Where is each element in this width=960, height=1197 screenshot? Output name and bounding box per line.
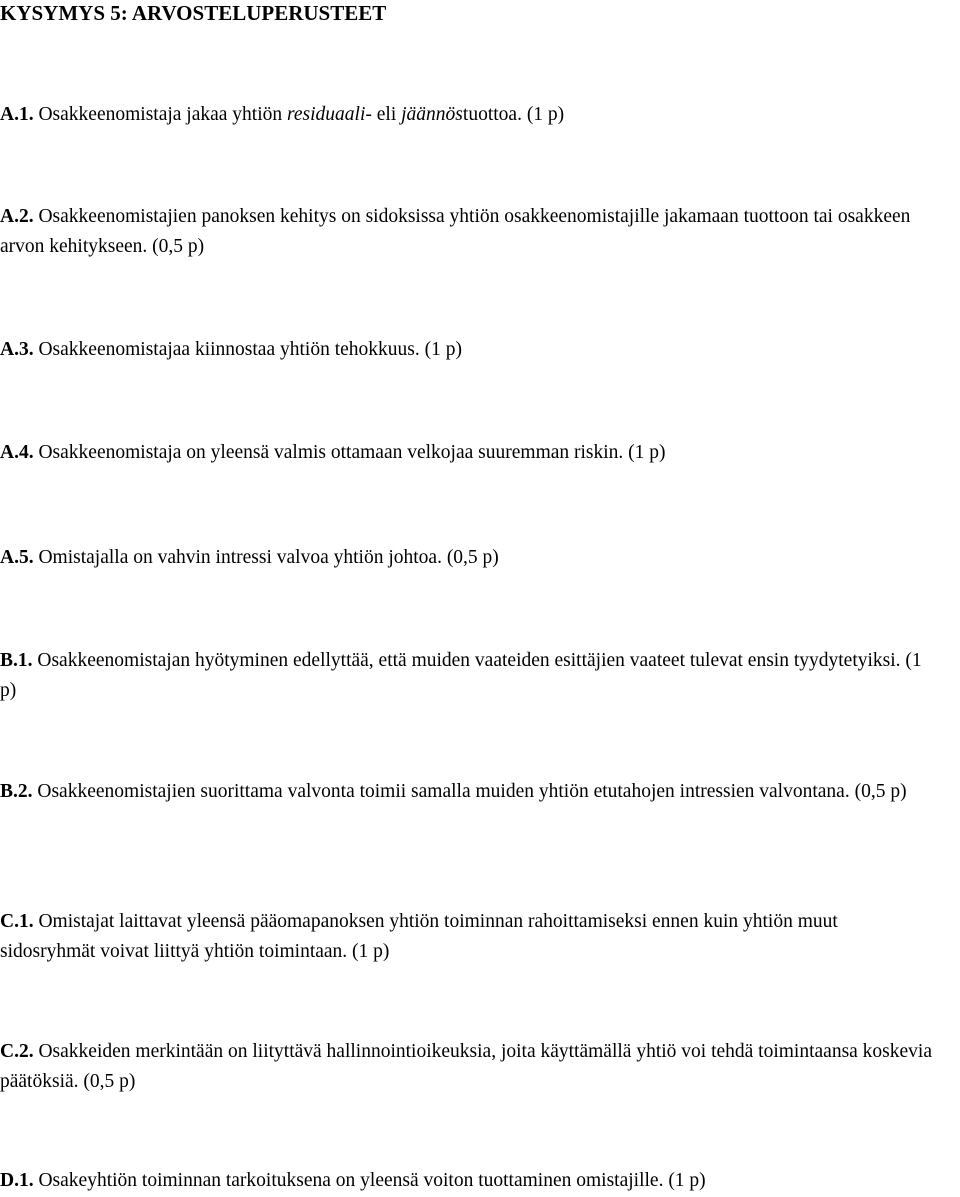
criterion-a3: [0, 335, 935, 365]
criterion-text: tuottoa. (1 p): [462, 104, 565, 125]
criterion-d1: [0, 1166, 935, 1196]
criterion-code: A.5.: [0, 547, 34, 568]
criterion-code: A.1.: [0, 104, 34, 125]
criterion-code: C.2.: [0, 1041, 34, 1062]
criterion-italic-term: jäännös: [401, 104, 463, 125]
criterion-a1: [0, 100, 935, 130]
page-title: KYSYMYS 5: ARVOSTELUPERUSTEET: [0, 1, 387, 25]
criterion-text: Osakkeiden merkintään on liityttävä hallinnointioikeuksia, joita käyttämällä yhtiö voi tehdä toimintaansa koskevia päätöksiä. (0,5 p): [0, 1041, 933, 1092]
criterion-c1: [0, 907, 935, 967]
criterion-text: Omistajat laittavat yleensä pääomapanoksen yhtiön toiminnan rahoittamiseksi ennen kuin yhtiön muut sidosryhmät voivat liittyä yhtiön toimintaan. (1 p): [0, 911, 838, 962]
criterion-text: Osakkeenomistajien panoksen kehitys on sidoksissa yhtiön osakkeenomistajille jakamaan tuottoon tai osakkeen arvon kehitykseen. (0,5 p): [0, 206, 911, 257]
criterion-code: D.1.: [0, 1170, 34, 1191]
criterion-code: C.1.: [0, 911, 34, 932]
criterion-a5: [0, 543, 935, 573]
criterion-code: B.2.: [0, 781, 33, 802]
criterion-text: Osakeyhtiön toiminnan tarkoituksena on yleensä voiton tuottaminen omistajille. (1 p): [38, 1170, 706, 1191]
criterion-code: A.3.: [0, 339, 34, 360]
criterion-b2: [0, 777, 935, 807]
criterion-a2: [0, 202, 935, 262]
criterion-italic-term: residuaali-: [287, 104, 372, 125]
criterion-a4: [0, 438, 935, 468]
criterion-c2: [0, 1037, 935, 1097]
criterion-text: Osakkeenomistaja jakaa yhtiön: [38, 104, 283, 125]
criterion-text: Osakkeenomistajaa kiinnostaa yhtiön tehokkuus. (1 p): [38, 339, 462, 360]
criterion-text: Osakkeenomistajan hyötyminen edellyttää, että muiden vaateiden esittäjien vaateet tulevat ensin tyydytetyiksi. (1 p): [0, 650, 922, 701]
criterion-text: Omistajalla on vahvin intressi valvoa yhtiön johtoa. (0,5 p): [38, 547, 499, 568]
criterion-code: A.4.: [0, 442, 34, 463]
criterion-code: B.1.: [0, 650, 33, 671]
criterion-text: Osakkeenomistaja on yleensä valmis ottamaan velkojaa suuremman riskin. (1 p): [38, 442, 666, 463]
criterion-b1: [0, 646, 935, 706]
criterion-code: A.2.: [0, 206, 34, 227]
criterion-text: eli: [376, 104, 397, 125]
criterion-text: Osakkeenomistajien suorittama valvonta toimii samalla muiden yhtiön etutahojen intressien valvontana. (0,5 p): [37, 781, 907, 802]
